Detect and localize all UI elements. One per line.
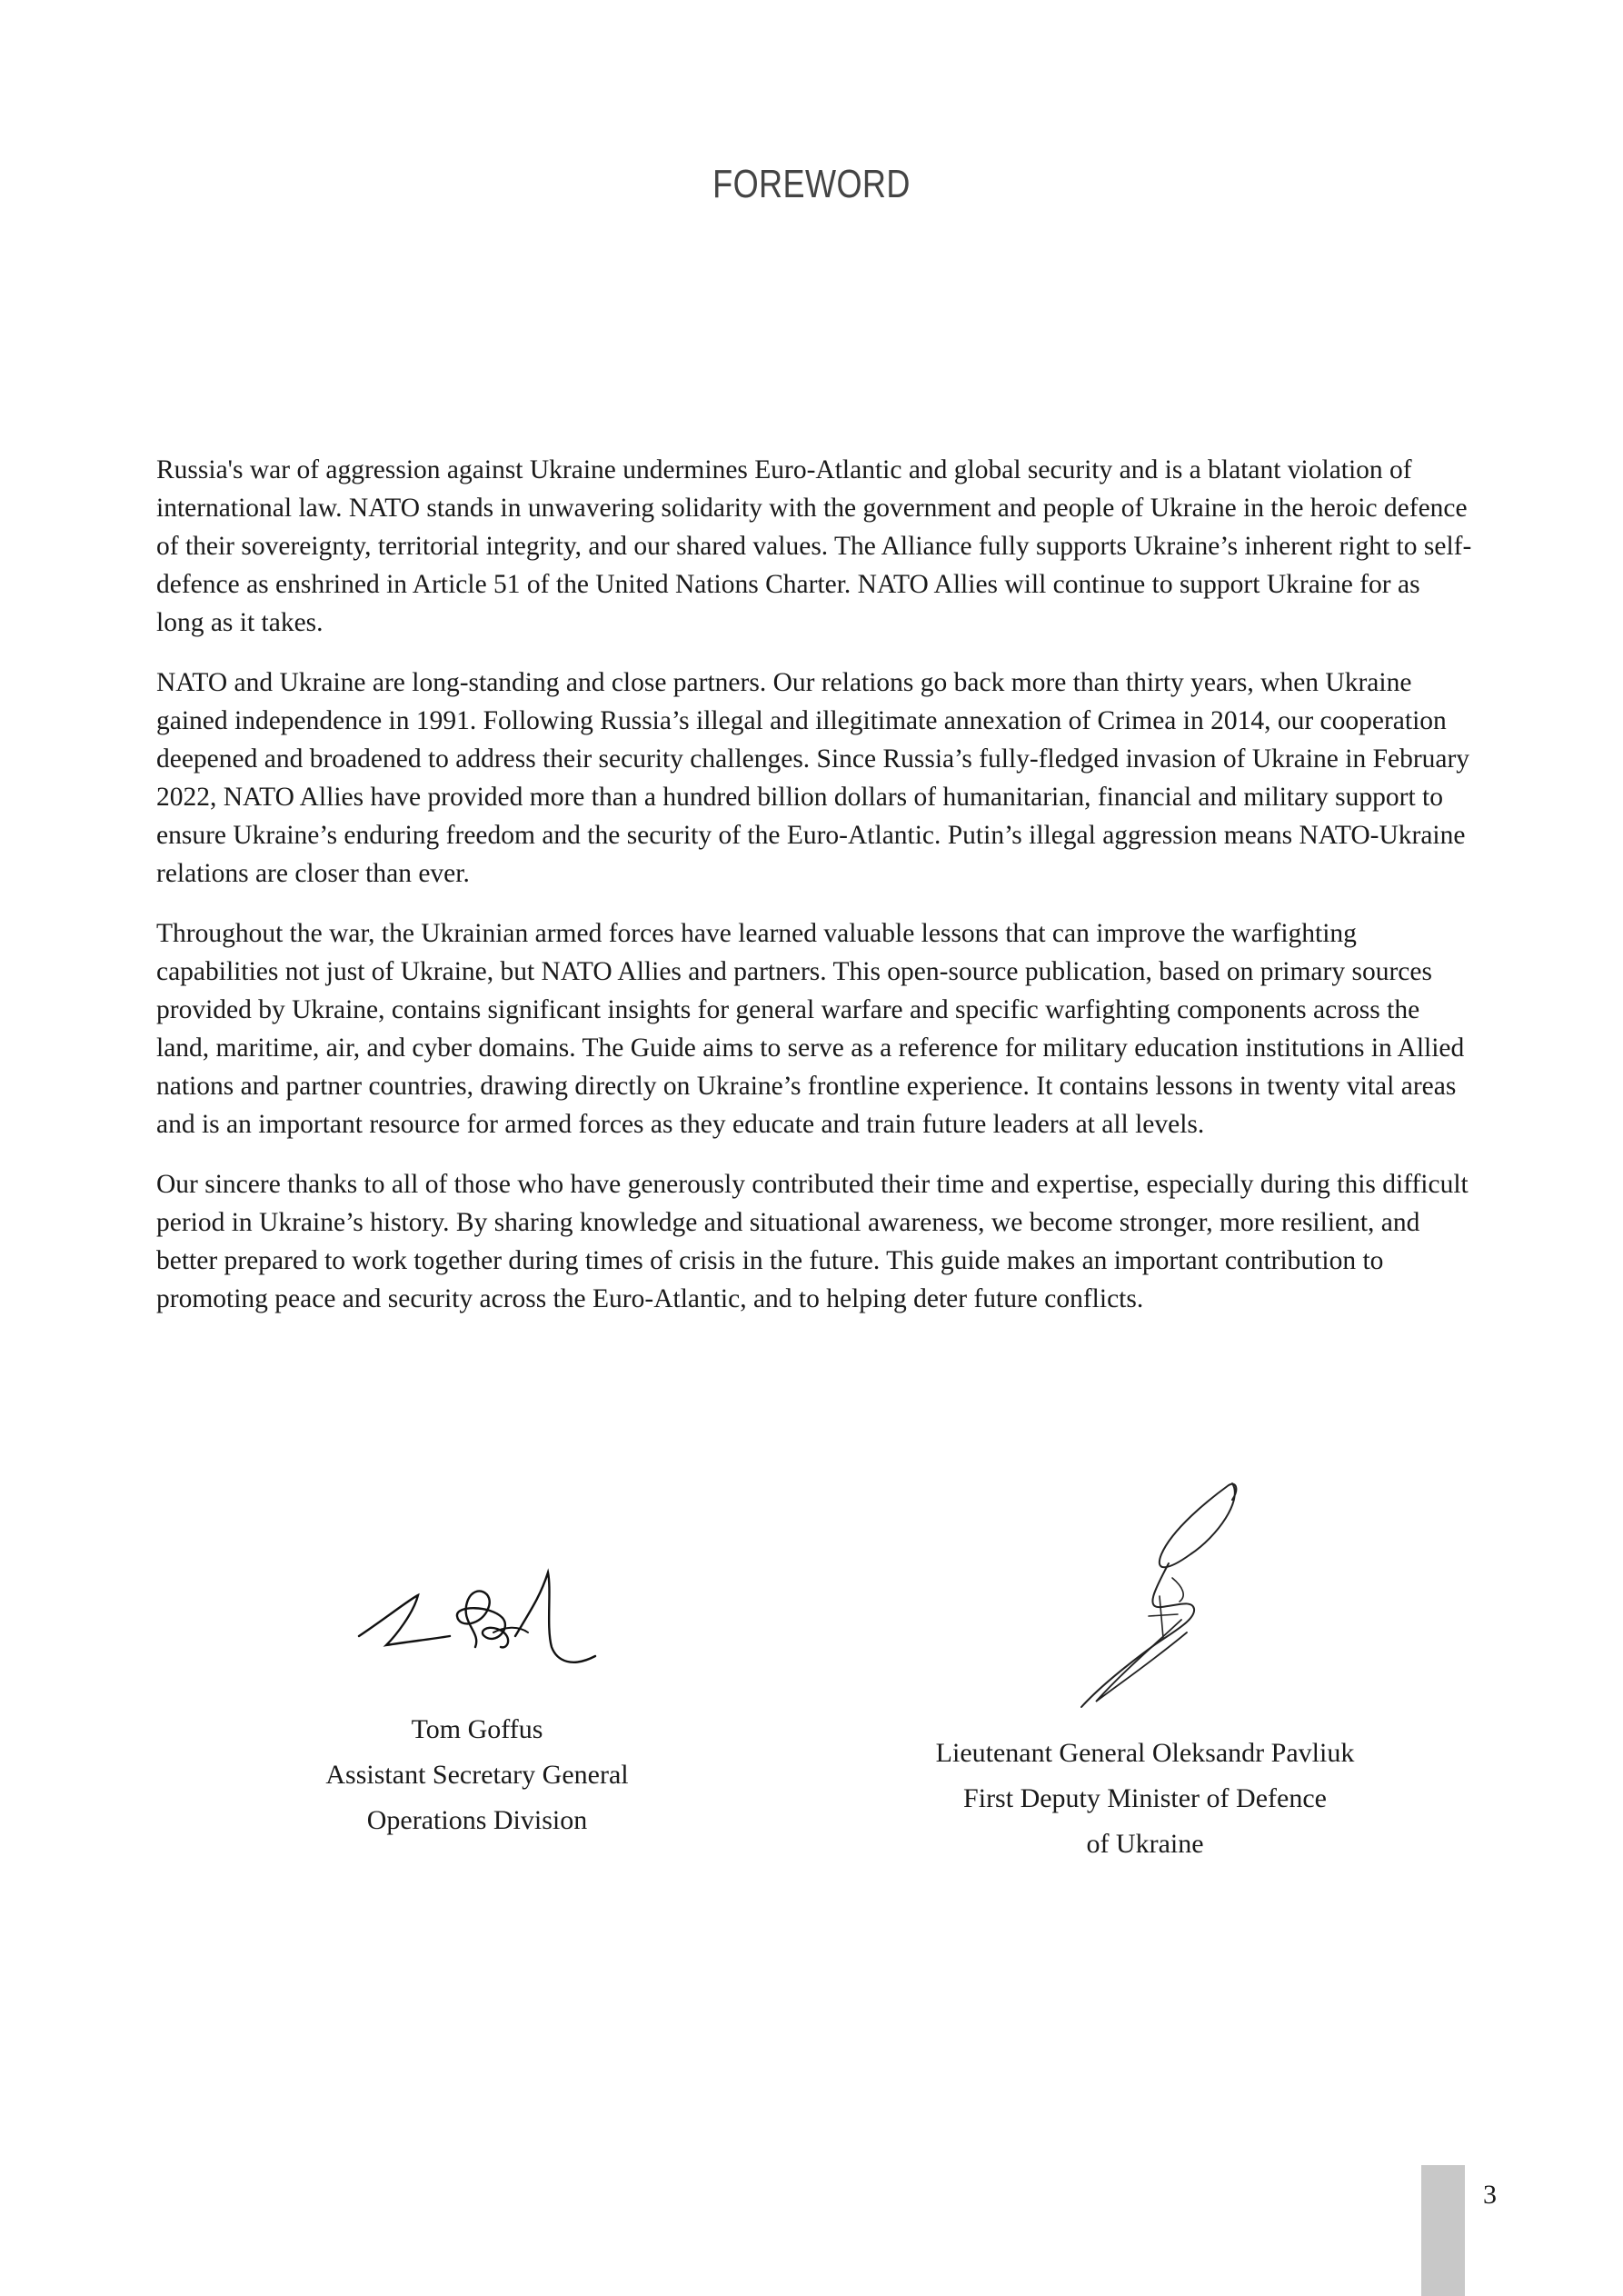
signatory-title: First Deputy Minister of Defence xyxy=(963,1783,1327,1813)
signatory-name: Tom Goffus xyxy=(411,1714,543,1744)
paragraph-3: Throughout the war, the Ukrainian armed forces have learned valuable lessons that can improve the warfighting capabilities not just of Ukraine, but NATO Allies and partners. This open-source publication, based on primary sources provided by Ukraine, contains significant insights for general warfare and specific warfighting components across the land, maritime, air, and cyber domains. The Guide aims to serve as a reference for military education institutions in Allied nations and partner countries, drawing directly on Ukraine’s frontline experience. It contains lessons in twenty vital areas and is an important resource for armed forces as they educate and train future leaders at all levels. xyxy=(156,919,1465,1139)
signatory-title: Assistant Secretary General xyxy=(325,1760,629,1790)
page-title: FOREWORD xyxy=(712,162,911,206)
signatory-country: of Ukraine xyxy=(1086,1829,1204,1859)
foreword-body xyxy=(156,451,1472,1340)
handwritten-signature-goffus xyxy=(323,1545,632,1682)
signatory-name: Lieutenant General Oleksandr Pavliuk xyxy=(935,1738,1355,1768)
paragraph-2: NATO and Ukraine are long-standing and close partners. Our relations go back more than thirty years, when Ukraine gained independence in 1991. Following Russia’s illegal and illegitimate annexation of Crimea in 2014, our cooperation deepened and broadened to address their security challenges. Since Russia’s fully-fledged invasion of Ukraine in February 2022, NATO Allies have provided more than a hundred billion dollars of humanitarian, financial and military support to ensure Ukraine’s enduring freedom and the security of the Euro-Atlantic. Putin’s illegal aggression means NATO-Ukraine relations are closer than ever. xyxy=(156,668,1470,888)
paragraph-4: Our sincere thanks to all of those who have generously contributed their time and expertise, especially during this difficult period in Ukraine’s history. By sharing knowledge and situational awareness, we become stronger, more resilient, and better prepared to work together during times of crisis in the future. This guide makes an important contribution to promoting peace and security across the Euro-Atlantic, and to helping deter future conflicts. xyxy=(156,1170,1469,1313)
signature-block-pavliuk xyxy=(891,1472,1399,1867)
handwritten-signature-pavliuk xyxy=(1018,1472,1272,1718)
paragraph-1: Russia's war of aggression against Ukraine undermines Euro-Atlantic and global security and is a blatant violation of international law. NATO stands in unwavering solidarity with the government and people of Ukraine in the heroic defence of their sovereignty, territorial integrity, and our shared values. The Alliance fully supports Ukraine’s inherent right to self-defence as enshrined in Article 51 of the United Nations Charter. NATO Allies will continue to support Ukraine for as long as it takes. xyxy=(156,455,1472,637)
page-edge-tab xyxy=(1421,2165,1465,2296)
signatory-division: Operations Division xyxy=(366,1805,588,1835)
page-number: 3 xyxy=(1483,2180,1497,2210)
signature-block-goffus xyxy=(268,1545,686,1843)
